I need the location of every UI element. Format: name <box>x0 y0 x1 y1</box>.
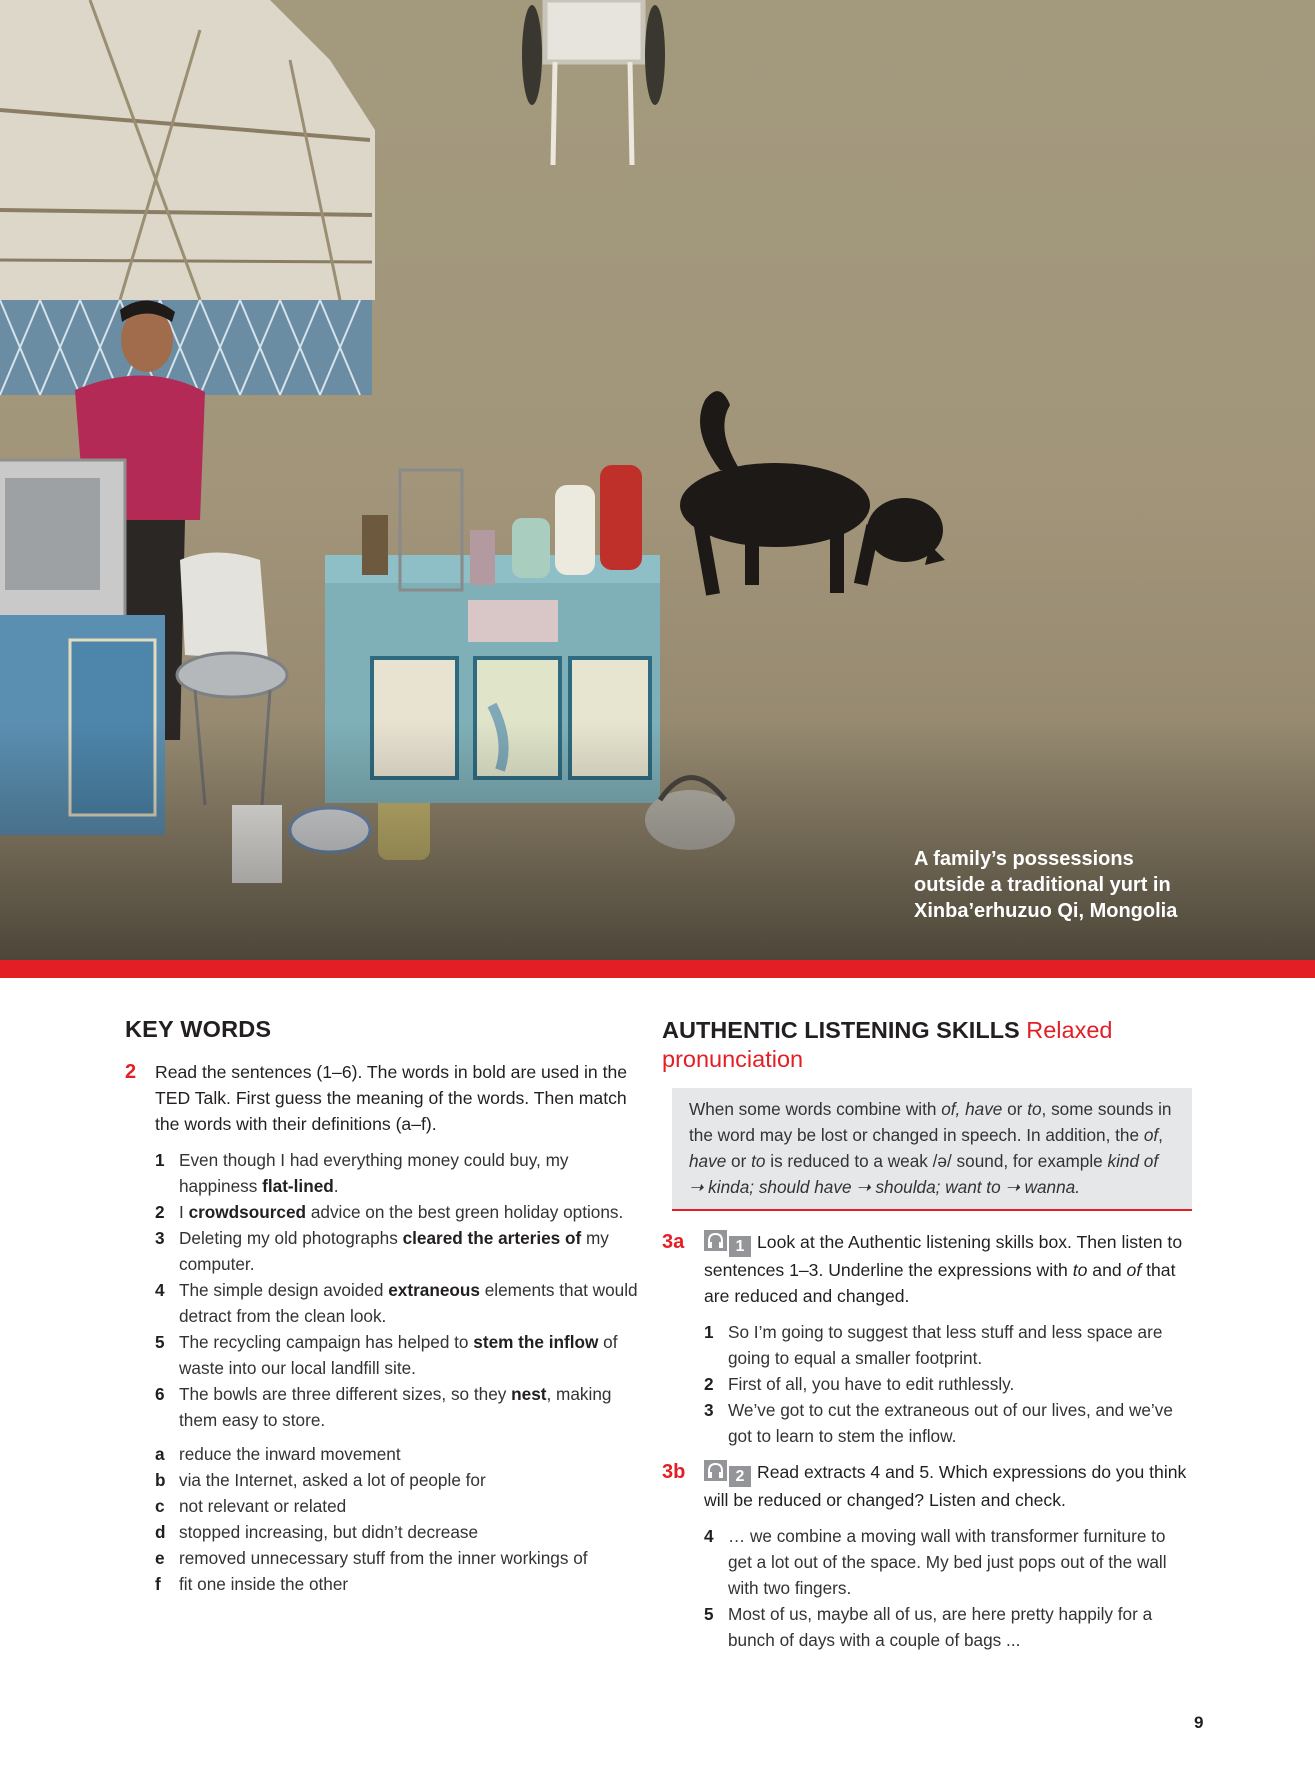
exercise-instruction: Read the sentences (1–6). The words in bold are used in the TED Talk. First guess the meaning of the words. Then match the words with their definitions (a–f). <box>155 1062 628 1134</box>
authentic-listening-section <box>662 1016 1192 1653</box>
caption-line: Xinba’erhuzuo Qi, Mongolia <box>914 900 1178 922</box>
item-number: 3 <box>155 1228 165 1248</box>
item-letter: d <box>155 1522 166 1542</box>
box-text: , some sounds in the word may be lost or changed in speech. In addition, the <box>689 1099 1172 1145</box>
sentence-text: The simple design avoided <box>179 1280 389 1300</box>
sentence-text: . <box>333 1176 339 1196</box>
track-number[interactable]: 1 <box>729 1236 751 1257</box>
list-item <box>704 1371 1192 1397</box>
definition-text: stopped increasing, but didn’t decrease <box>179 1522 479 1542</box>
sentence-list <box>125 1147 640 1597</box>
sentence-text: The bowls are three different sizes, so they <box>179 1384 512 1404</box>
list-item <box>704 1523 1192 1601</box>
exercise-3a <box>662 1229 1192 1309</box>
list-item <box>155 1467 640 1493</box>
list-item <box>155 1441 640 1467</box>
exercise-instruction: Read extracts 4 and 5. Which expressions do you think will be reduced or changed? Listen and check. <box>704 1462 1187 1510</box>
sentence-text: , making them easy to store. <box>179 1384 612 1430</box>
key-word: stem the inflow <box>473 1332 599 1352</box>
page-number: 9 <box>1194 1713 1204 1732</box>
exercise-number: 3b <box>662 1461 686 1483</box>
list-item <box>155 1329 640 1381</box>
headphones-icon[interactable] <box>704 1460 727 1481</box>
item-number: 1 <box>704 1322 714 1342</box>
extract-list <box>662 1523 1192 1653</box>
extract-text: We’ve got to cut the extraneous out of our lives, and we’ve got to learn to stem the inflow. <box>728 1400 1173 1446</box>
key-word: nest <box>511 1384 547 1404</box>
key-word: flat-lined <box>262 1176 334 1196</box>
item-number: 2 <box>704 1374 714 1394</box>
list-item <box>155 1199 640 1225</box>
exercise-number: 3a <box>662 1231 685 1253</box>
extract-list <box>662 1319 1192 1449</box>
sentence-text: my computer. <box>179 1228 609 1274</box>
sentence-text: Deleting my old photographs <box>179 1228 403 1248</box>
extract-text: Most of us, maybe all of us, are here pretty happily for a bunch of days with a couple of bags ... <box>728 1604 1153 1650</box>
box-italic: of, have <box>941 1099 1003 1119</box>
exercise-2 <box>125 1059 640 1137</box>
item-number: 2 <box>155 1202 165 1222</box>
item-number: 4 <box>704 1526 714 1546</box>
extract-text: So I’m going to suggest that less stuff and less space are going to equal a smaller footprint. <box>728 1322 1163 1368</box>
box-italic: of <box>1143 1125 1159 1145</box>
list-item <box>155 1519 640 1545</box>
caption-line: outside a traditional yurt in <box>914 874 1171 896</box>
item-number: 4 <box>155 1280 165 1300</box>
key-word: crowdsourced <box>188 1202 307 1222</box>
item-letter: e <box>155 1548 165 1568</box>
definition-text: fit one inside the other <box>179 1574 349 1594</box>
item-letter: b <box>155 1470 166 1490</box>
box-text: or <box>726 1151 752 1171</box>
exercise-number: 2 <box>125 1061 137 1083</box>
section-title: KEY WORDS <box>125 1016 272 1042</box>
box-text: or <box>1002 1099 1028 1119</box>
list-item <box>155 1571 640 1597</box>
definition-text: via the Internet, asked a lot of people for <box>179 1470 486 1490</box>
list-item <box>155 1147 640 1199</box>
item-number: 5 <box>704 1604 714 1624</box>
box-italic: have <box>689 1151 727 1171</box>
item-letter: f <box>155 1574 161 1594</box>
sentence-text: Even though I had everything money could buy, my happiness <box>179 1150 569 1196</box>
headphones-icon[interactable] <box>704 1230 727 1251</box>
box-italic: to <box>751 1151 766 1171</box>
item-letter: a <box>155 1444 165 1464</box>
list-item <box>155 1277 640 1329</box>
instruction-italic: of <box>1126 1260 1142 1280</box>
photo-caption <box>914 846 1214 924</box>
sentence-text: The recycling campaign has helped to <box>179 1332 474 1352</box>
sentence-text: I <box>179 1202 189 1222</box>
definition-text: reduce the inward movement <box>179 1444 401 1464</box>
key-words-section <box>125 1016 640 1597</box>
exercise-instruction: and <box>1087 1260 1127 1280</box>
box-text: , <box>1158 1125 1163 1145</box>
sentence-text: advice on the best green holiday options. <box>306 1202 624 1222</box>
list-item <box>155 1225 640 1277</box>
key-word: extraneous <box>388 1280 480 1300</box>
item-letter: c <box>155 1496 165 1516</box>
skills-box <box>672 1088 1192 1211</box>
box-text: is reduced to a weak /ə/ sound, for example <box>765 1151 1108 1171</box>
accent-bar <box>0 960 1315 978</box>
caption-line: A family’s possessions <box>914 848 1134 870</box>
item-number: 6 <box>155 1384 165 1404</box>
list-item <box>704 1397 1192 1449</box>
instruction-italic: to <box>1072 1260 1088 1280</box>
key-word: cleared the arteries of <box>402 1228 582 1248</box>
sentence-text: elements that would detract from the clean look. <box>179 1280 638 1326</box>
exercise-instruction: Look at the Authentic listening skills box. Then listen to sentences 1–3. Underline the expressions with <box>704 1232 1183 1280</box>
list-item <box>155 1381 640 1433</box>
extract-text: … we combine a moving wall with transformer furniture to get a lot out of the space. My bed just pops out of the wall with two fingers. <box>728 1526 1167 1598</box>
item-number: 1 <box>155 1150 165 1170</box>
list-item <box>704 1319 1192 1371</box>
list-item <box>704 1601 1192 1653</box>
item-number: 3 <box>704 1400 714 1420</box>
list-item <box>155 1545 640 1571</box>
definition-list <box>155 1441 640 1597</box>
item-number: 5 <box>155 1332 165 1352</box>
exercise-3b <box>662 1459 1192 1513</box>
section-title-main: AUTHENTIC LISTENING SKILLS <box>662 1017 1020 1043</box>
box-text: When some words combine with <box>689 1099 942 1119</box>
section-title <box>662 1016 1192 1074</box>
sentence-text: of waste into our local landfill site. <box>179 1332 618 1378</box>
section-subtitle: Relaxed pronunciation <box>662 1017 1113 1072</box>
track-number[interactable]: 2 <box>729 1466 751 1487</box>
list-item <box>155 1493 640 1519</box>
extract-text: First of all, you have to edit ruthlessly. <box>728 1374 1015 1394</box>
definition-text: removed unnecessary stuff from the inner workings of <box>179 1548 588 1568</box>
box-italic: to <box>1027 1099 1042 1119</box>
exercise-instruction: that are reduced and changed. <box>704 1260 1176 1306</box>
box-italic: kind of ➝ kinda; should have ➝ shoulda; want to ➝ wanna. <box>689 1151 1159 1197</box>
definition-text: not relevant or related <box>179 1496 347 1516</box>
